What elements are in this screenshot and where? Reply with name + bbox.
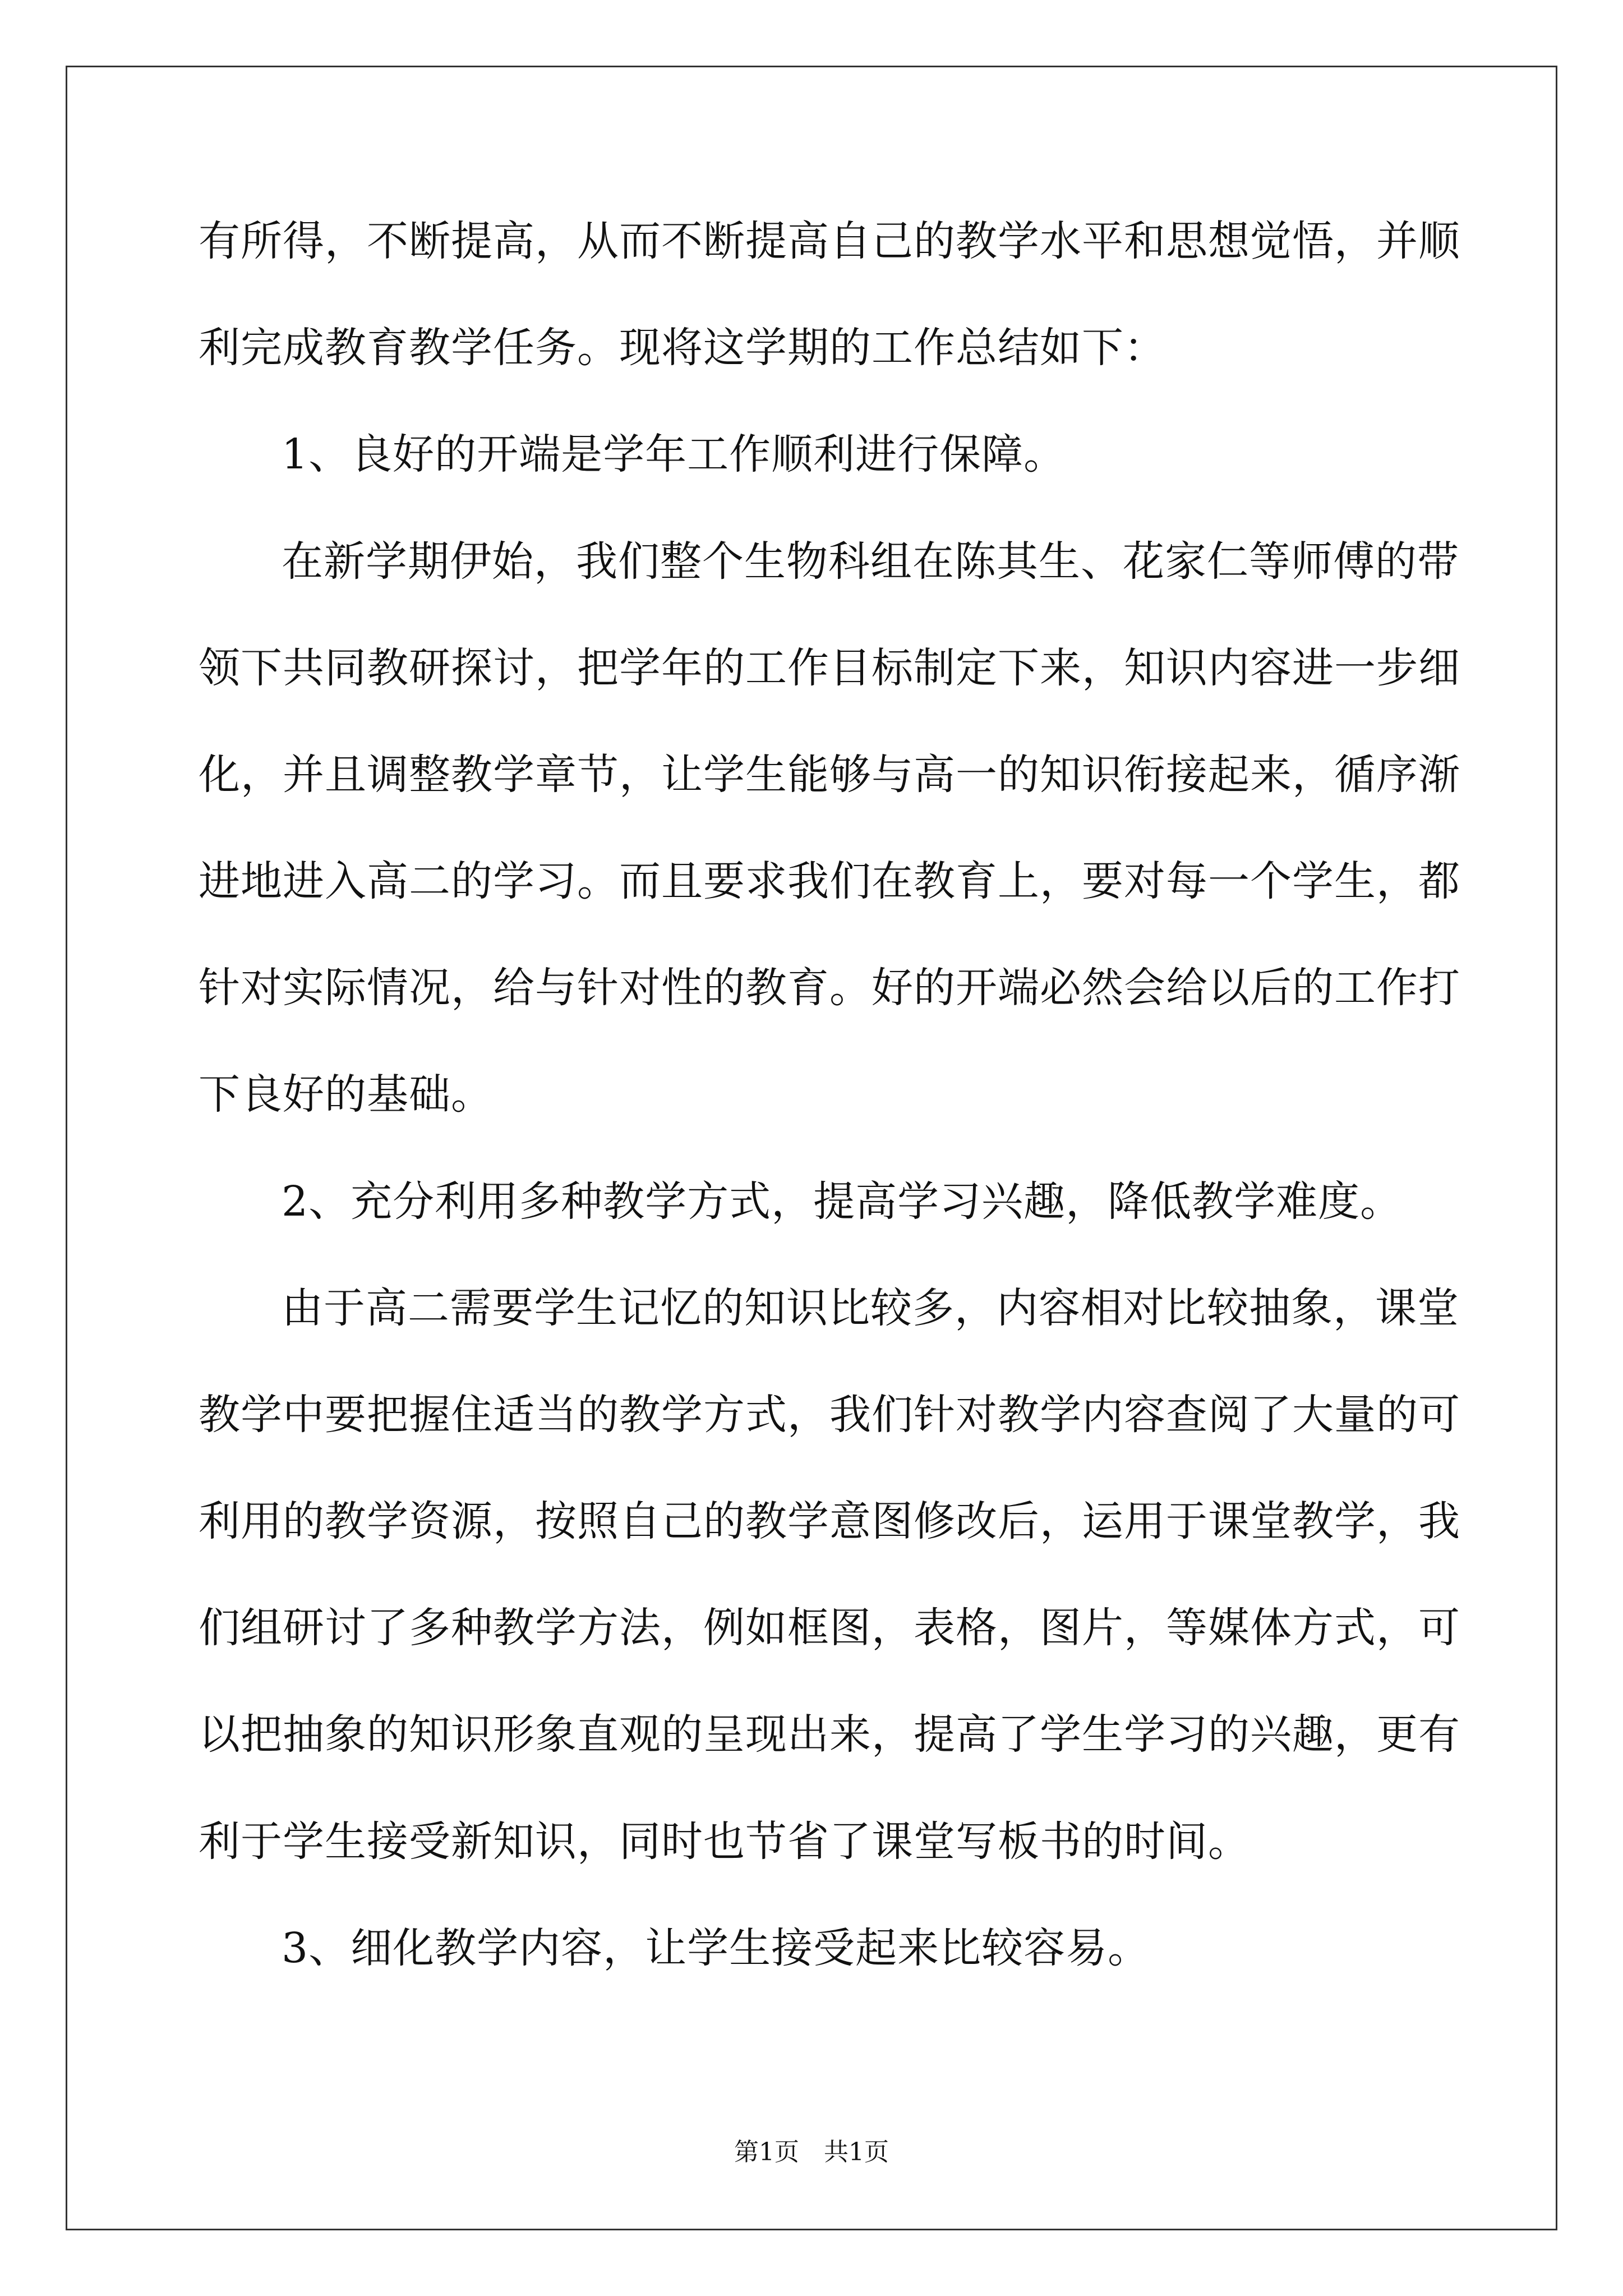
text-line: 利于学生接受新知识，同时也节省了课堂写板书的时间。 (199, 1818, 1250, 1866)
paragraph-first-line: 在新学期伊始，我们整个生物科组在陈其生、花家仁等师傅的带 (282, 537, 1459, 586)
section-heading: 3、细化教学内容，让学生接受起来比较容易。 (282, 1924, 1150, 1972)
text-line: 化，并且调整教学章节，让学生能够与高一的知识衔接起来，循序渐 (199, 751, 1460, 799)
section-heading: 2、充分利用多种教学方式，提高学习兴趣，降低教学难度。 (282, 1177, 1403, 1226)
text-line: 有所得，不断提高，从而不断提高自己的教学水平和思想觉悟，并顺 (199, 217, 1460, 265)
paragraph-first-line: 由于高二需要学生记忆的知识比较多，内容相对比较抽象，课堂 (282, 1284, 1459, 1332)
page-border (66, 66, 1557, 2230)
text-line: 教学中要把握住适当的教学方式，我们针对教学内容查阅了大量的可 (199, 1391, 1460, 1439)
text-line: 领下共同教研探讨，把学年的工作目标制定下来，知识内容进一步细 (199, 644, 1460, 692)
text-line: 利用的教学资源，按照自己的教学意图修改后，运用于课堂教学，我 (199, 1497, 1460, 1545)
text-line: 进地进入高二的学习。而且要求我们在教育上，要对每一个学生，都 (199, 857, 1460, 905)
text-line: 们组研讨了多种教学方法，例如框图，表格，图片，等媒体方式，可 (199, 1604, 1460, 1652)
text-line: 利完成教育教学任务。现将这学期的工作总结如下： (199, 324, 1166, 372)
text-line: 针对实际情况，给与针对性的教育。好的开端必然会给以后的工作打 (199, 964, 1460, 1012)
text-line: 以把抽象的知识形象直观的呈现出来，提高了学生学习的兴趣，更有 (199, 1710, 1460, 1759)
page-footer: 第1页 共1页 (734, 2138, 889, 2166)
text-line: 下良好的基础。 (199, 1070, 493, 1119)
section-heading: 1、良好的开端是学年工作顺利进行保障。 (282, 430, 1066, 478)
